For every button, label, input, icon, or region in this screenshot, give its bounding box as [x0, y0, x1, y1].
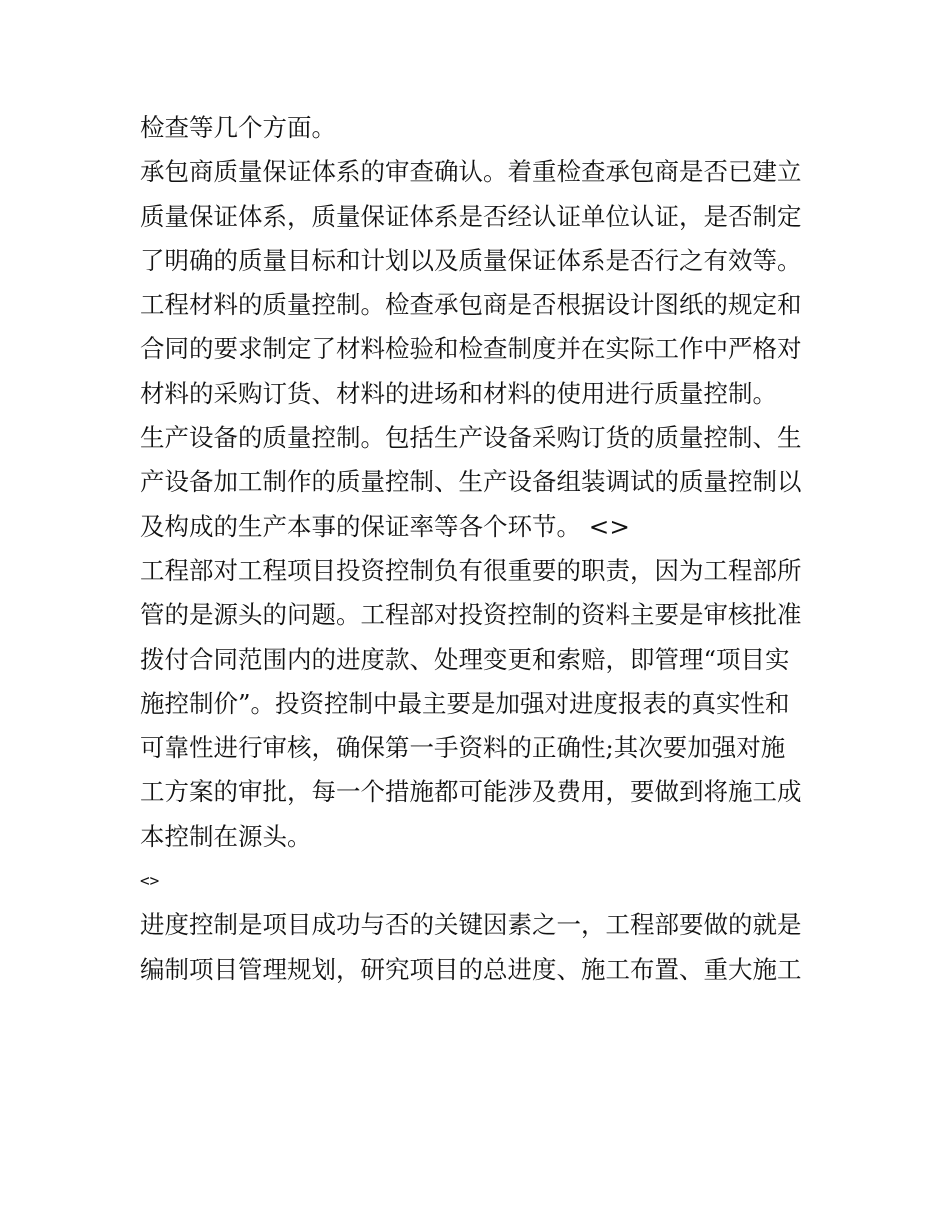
text-line: 检查等几个方面。 — [140, 113, 336, 142]
text-line: 材料的采购订货、材料的进场和材料的使用进行质量控制。 — [140, 378, 777, 408]
text-line: <> — [140, 871, 160, 891]
body-text — [140, 106, 820, 992]
text-line: 拨付合同范围内的进度款、处理变更和索赔，即管理“项目实 — [140, 644, 790, 674]
text-line: 施控制价”。投资控制中最主要是加强对进度报表的真实性和 — [140, 688, 790, 718]
text-line: 可靠性进行审核，确保第一手资料的正确性;其次要加强对施 — [140, 733, 786, 763]
text-line: 质量保证体系，质量保证体系是否经认证单位认证，是否制定 — [140, 201, 802, 231]
text-line: 承包商质量保证体系的审查确认。着重检查承包商是否已建立 — [140, 157, 802, 187]
text-line: 工程部对工程项目投资控制负有很重要的职责，因为工程部所 — [140, 555, 802, 585]
text-line: 合同的要求制定了材料检验和检查制度并在实际工作中严格对 — [140, 334, 802, 364]
text-line: 管的是源头的问题。工程部对投资控制的资料主要是审核批准 — [140, 600, 802, 630]
text-line: 生产设备的质量控制。包括生产设备采购订货的质量控制、生 — [140, 423, 802, 453]
text-line: 及构成的生产本事的保证率等各个环节。 <> — [140, 511, 630, 541]
text-line: 工程材料的质量控制。检查承包商是否根据设计图纸的规定和 — [140, 290, 802, 320]
text-line: 工方案的审批，每一个措施都可能涉及费用，要做到将施工成 — [140, 777, 802, 807]
text-line: 编制项目管理规划，研究项目的总进度、施工布置、重大施工 — [140, 954, 802, 984]
text-line: 了明确的质量目标和计划以及质量保证体系是否行之有效等。 — [140, 245, 802, 275]
text-line: 本控制在源头。 — [140, 821, 312, 851]
text-line: 产设备加工制作的质量控制、生产设备组装调试的质量控制以 — [140, 467, 802, 497]
text-line: 进度控制是项目成功与否的关键因素之一，工程部要做的就是 — [140, 910, 802, 940]
